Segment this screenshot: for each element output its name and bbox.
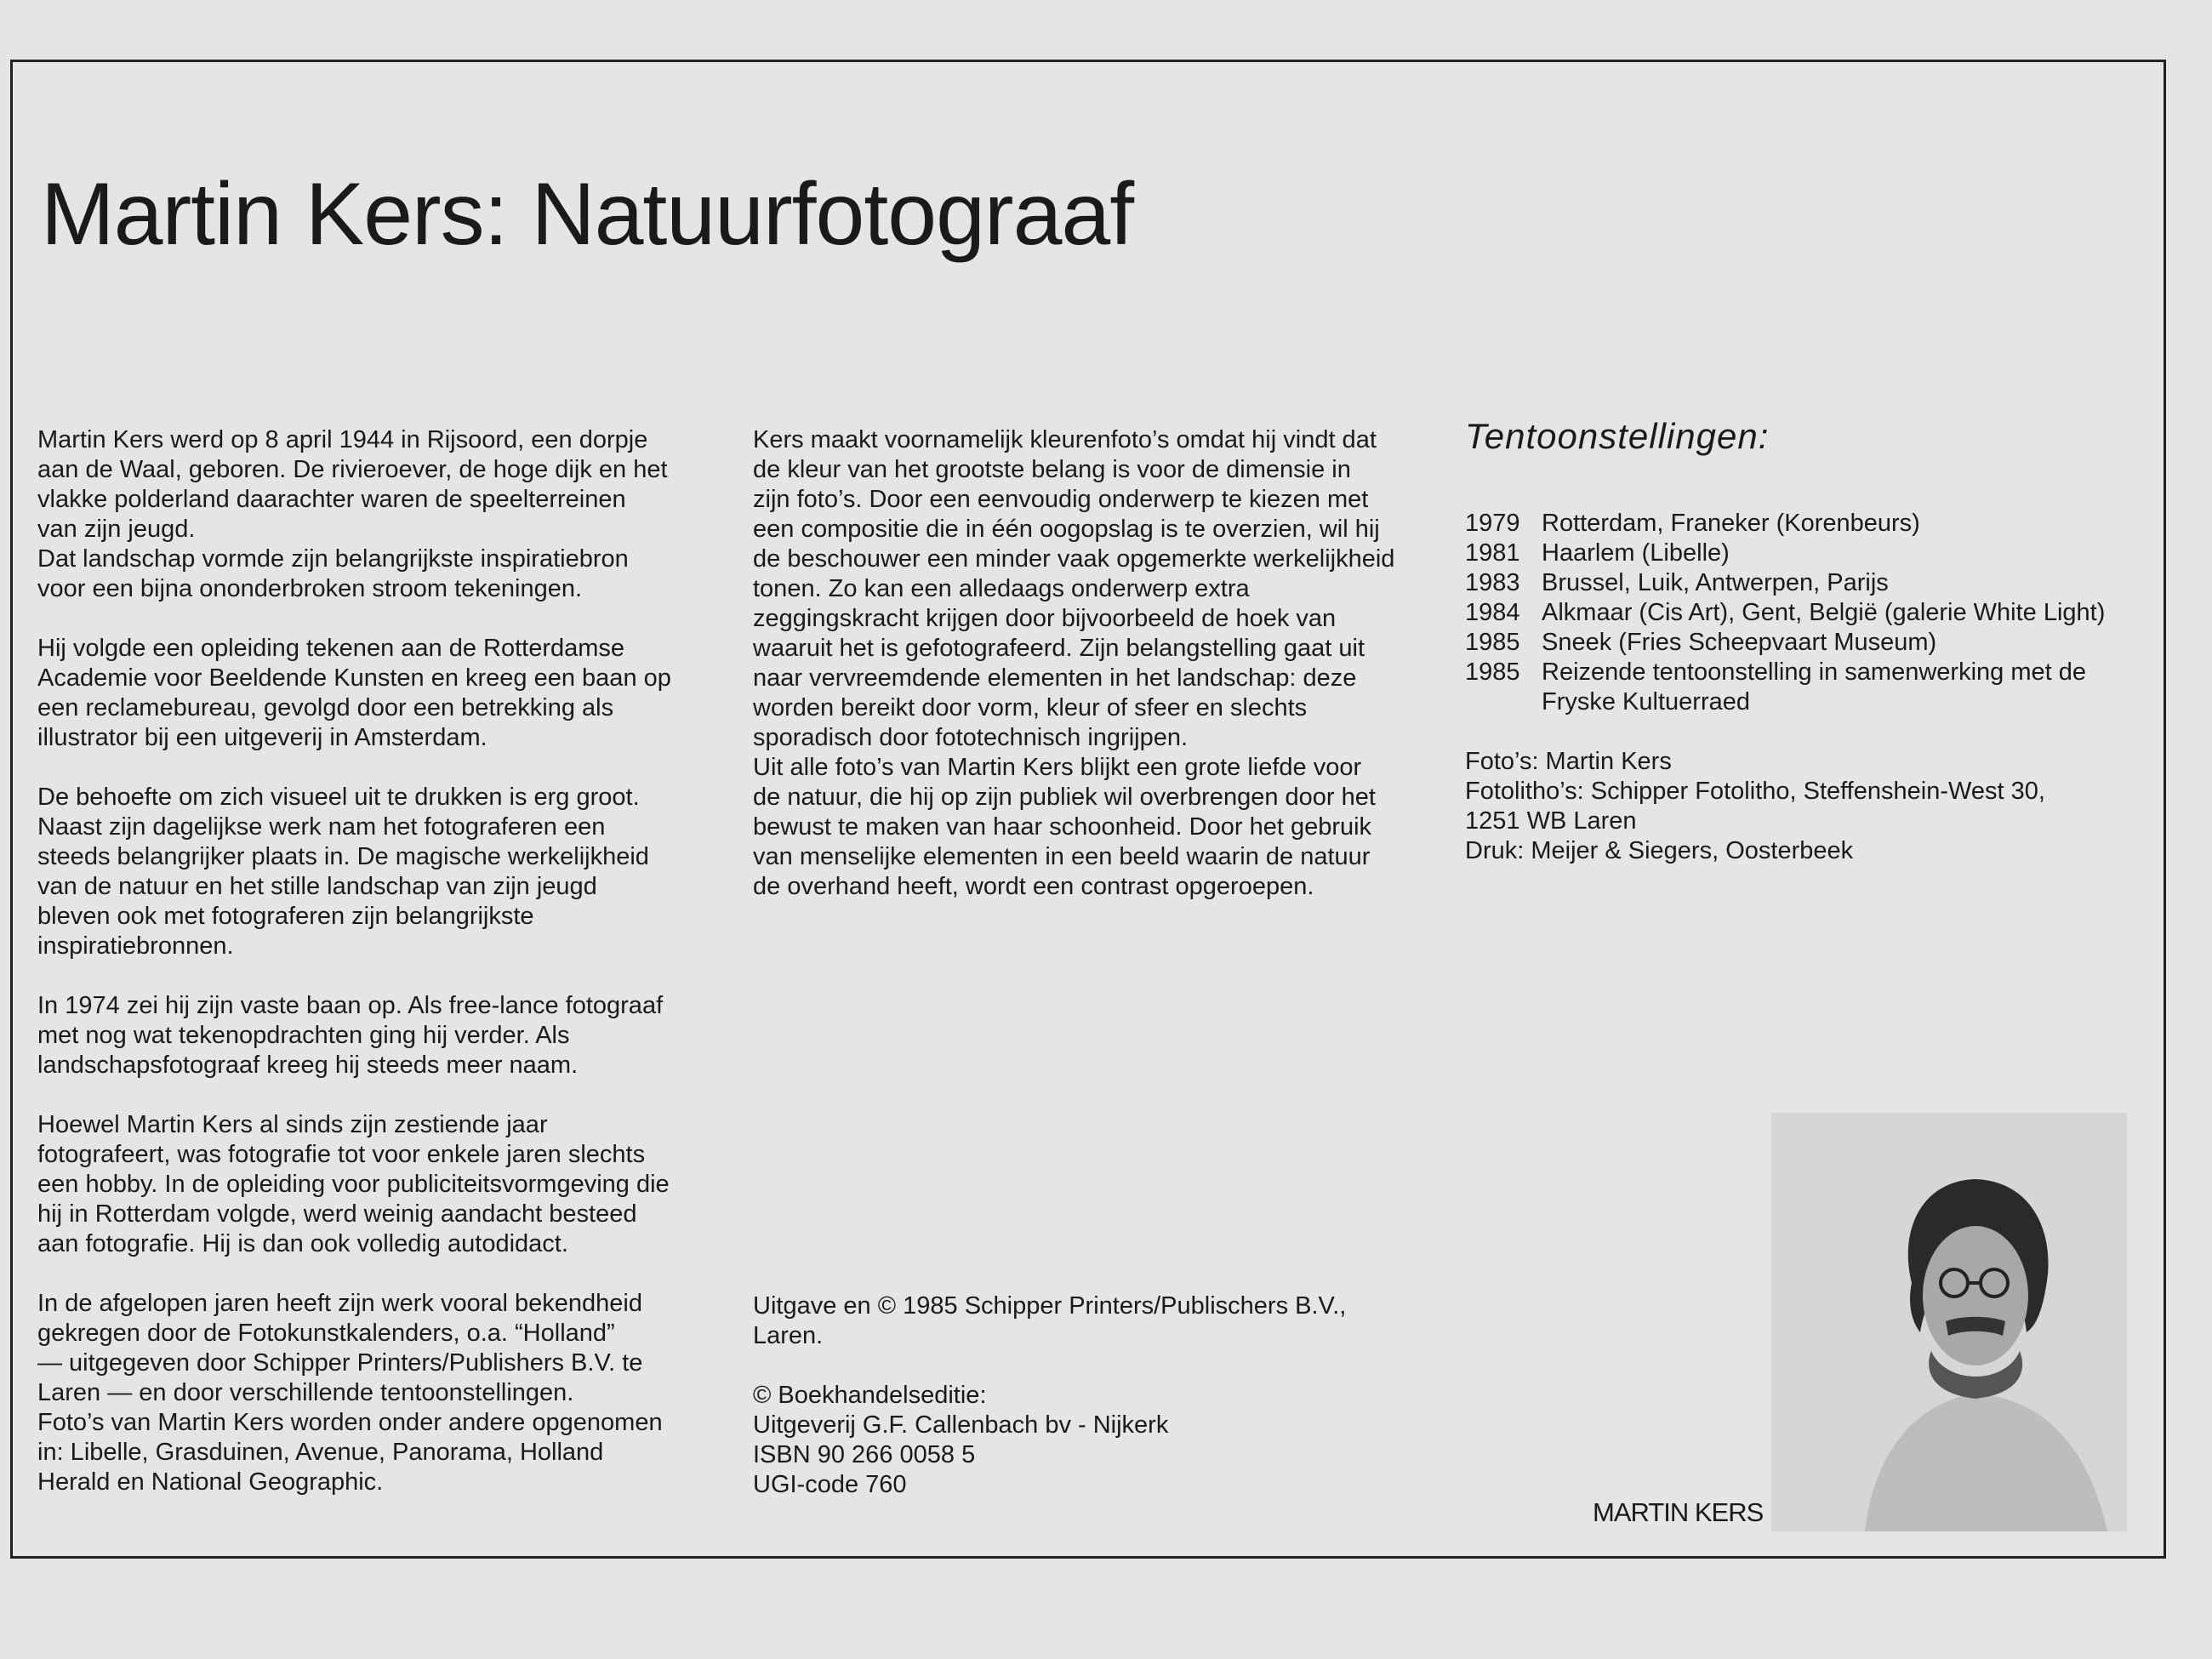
publisher-info <box>753 1291 1434 1530</box>
publisher-paragraph: © Boekhandelseditie: Uitgeverij G.F. Callenbach bv - Nijkerk ISBN 90 266 0058 5 UGI-code 760 <box>753 1382 1169 1498</box>
exhibition-year: 1981 <box>1465 539 1520 567</box>
exhibition-item <box>1465 658 2171 717</box>
credit-line: Foto’s: Martin Kers <box>1465 748 1672 775</box>
exhibitions-column <box>1465 415 2171 866</box>
exhibition-year: 1985 <box>1465 658 1520 686</box>
exhibition-item <box>1465 539 2171 568</box>
exhibition-place: Alkmaar (Cis Art), Gent, België (galerie White Light) <box>1542 599 2106 626</box>
exhibition-year: 1979 <box>1465 510 1520 537</box>
exhibition-place: Haarlem (Libelle) <box>1542 539 1730 567</box>
photo-caption: MARTIN KERS <box>1593 1497 1764 1527</box>
exhibition-item <box>1465 598 2171 628</box>
exhibition-item <box>1465 628 2171 658</box>
page-title: Martin Kers: Natuurfotograaf <box>41 165 1134 264</box>
style-paragraph: Kers maakt voornamelijk kleurenfoto’s omdat hij vindt dat de kleur van het grootste belang is voor de dimensie in zijn foto’s. Door een eenvoudig onderwerp te kiezen met een compositie die in één oogopslag is te overzien, wil hij de beschouwer een minder vaak opgemerkte werkelijkheid tonen. Zo kan een alledaags onderwerp extra zeggingskracht krijgen door bijvoorbeeld de hoek van waaruit het is gefotografeerd. Zijn belangstelling gaat uit naar vervreemdende elementen in het landschap: deze worden bereikt door vorm, kleur of sfeer en slechts sporadisch door fototechnisch ingrijpen. Uit alle foto’s van Martin Kers blijkt een grote liefde voor de natuur, die hij op zijn publiek wil overbrengen door het bewust te maken van haar schoonheid. Door het gebruik van menselijke elementen in een beeld waarin de natuur de overhand heeft, wordt een contrast opgeroepen. <box>753 426 1395 900</box>
portrait-photo <box>1771 1113 2127 1531</box>
exhibition-place: Rotterdam, Franeker (Korenbeurs) <box>1542 510 1920 537</box>
photo-credits <box>1465 747 2171 866</box>
biography-paragraph: De behoefte om zich visueel uit te drukken is erg groot. Naast zijn dagelijkse werk nam het fotograferen een steeds belangrijker plaats in. De magische werkelijkheid van de natuur en het stille landschap van zijn jeugd bleven ook met fotograferen zijn belangrijkste inspiratiebronnen. <box>37 784 649 960</box>
biography-paragraph: Hij volgde een opleiding tekenen aan de Rotterdamse Academie voor Beeldende Kunsten en kreeg een baan op een reclamebureau, gevolgd door een betrekking als illustrator bij een uitgeverij in Amsterdam. <box>37 635 671 751</box>
portrait-illustration <box>1771 1113 2127 1531</box>
publisher-paragraph: Uitgave en © 1985 Schipper Printers/Publischers B.V., Laren. <box>753 1292 1347 1349</box>
exhibition-place: Brussel, Luik, Antwerpen, Parijs <box>1542 569 1889 596</box>
biography-paragraph: Hoewel Martin Kers al sinds zijn zestiende jaar fotografeert, was fotografie tot voor enkele jaren slechts een hobby. In de opleiding voor publiciteitsvormgeving die hij in Rotterdam volgde, werd weinig aandacht besteed aan fotografie. Hij is dan ook volledig autodidact. <box>37 1111 670 1257</box>
biography-paragraph: In 1974 zei hij zijn vaste baan op. Als free-lance fotograaf met nog wat tekenopdrachten ging hij verder. Als landschapsfotograaf kreeg hij steeds meer naam. <box>37 992 664 1079</box>
exhibition-year: 1983 <box>1465 569 1520 596</box>
exhibition-place: Reizende tentoonstelling in samenwerking met de Fryske Kultuerraed <box>1542 658 2086 715</box>
credit-line: Fotolitho’s: Schipper Fotolitho, Steffenshein-West 30, 1251 WB Laren <box>1465 778 2045 835</box>
style-column <box>753 425 1434 932</box>
biography-column <box>37 425 727 1527</box>
exhibition-item <box>1465 568 2171 598</box>
exhibition-place: Sneek (Fries Scheepvaart Museum) <box>1542 629 1937 656</box>
biography-paragraph: In de afgelopen jaren heeft zijn werk vooral bekendheid gekregen door de Fotokunstkalenders, o.a. “Holland” — uitgegeven door Schipper Printers/Publishers B.V. te Laren — en door verschillende tentoonstellingen. Foto’s van Martin Kers worden onder andere opgenomen in: Libelle, Grasduinen, Avenue, Panorama, Holland Herald en National Geographic. <box>37 1290 663 1496</box>
biography-paragraph: Martin Kers werd op 8 april 1944 in Rijsoord, een dorpje aan de Waal, geboren. De rivieroever, de hoge dijk en het vlakke polderland daarachter waren de speelterreinen van zijn jeugd. Dat landschap vormde zijn belangrijkste inspiratiebron voor een bijna ononderbroken stroom tekeningen. <box>37 426 668 602</box>
exhibition-year: 1985 <box>1465 629 1520 656</box>
exhibitions-heading: Tentoonstellingen: <box>1465 416 1770 456</box>
exhibition-year: 1984 <box>1465 599 1520 626</box>
exhibition-item <box>1465 509 2171 539</box>
credit-line: Druk: Meijer & Siegers, Oosterbeek <box>1465 837 1854 864</box>
